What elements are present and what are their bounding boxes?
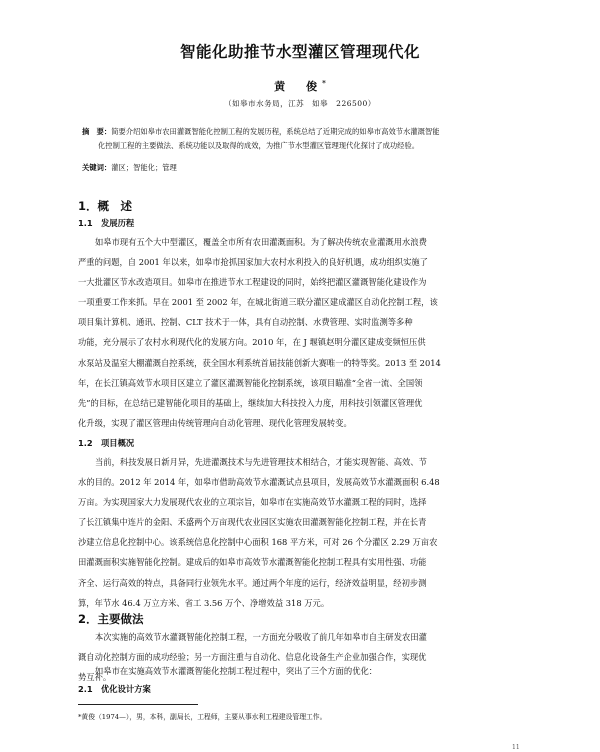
- affiliation: （如皋市水务局，江苏 如皋 226500）: [224, 99, 376, 108]
- text-line: 如皋市在实施高效节水灌溉智能化控制工程过程中，突出了三个方面的优化：: [95, 666, 378, 676]
- text-line: 算，年节水 46.4 万立方米、省工 3.56 万个、净增效益 318 万元。: [78, 597, 330, 608]
- subsection-heading-2-1: 2.1 优化设计方案: [78, 684, 151, 694]
- author-footnote: *黄俊（1974—），男，本科，副局长，工程师，主要从事水利工程建设管理工作。: [78, 713, 327, 721]
- keywords: [82, 163, 540, 173]
- paragraph-optimization-intro: [78, 661, 532, 681]
- text-line: 势互补。: [78, 672, 112, 683]
- text-line: 如皋市现有五个大中型灌区，覆盖全市所有农田灌溉面积。为了解决传统农业灌溉用水浪费: [95, 237, 427, 247]
- paragraph-development-history: [78, 232, 532, 433]
- author-line: [0, 78, 600, 94]
- subsection-heading-1-1: 1.1 发展历程: [78, 218, 135, 228]
- section-heading-2: 2．主要做法: [78, 612, 144, 626]
- text-line: 万亩。为实现国家大力发展现代农业的立项宗旨，如皋市在实施高效节水灌溉工程的同时，选择: [78, 497, 427, 508]
- text-line: 先”的目标，在总结已建智能化项目的基础上，继续加大科技投入力度，用科技引领灌区管理优: [78, 397, 423, 408]
- text-line: 水的目的。2012 年 2014 年，如皋市借助高效节水灌溉试点县项目，发展高效节水灌溉面积 6.48: [78, 477, 440, 488]
- text-line: 功能，充分展示了农村水利现代化的发展方向。2010 年，在 J 堰镇赵明分灌区建成变频恒压供: [78, 337, 426, 348]
- text-line: 水泵站及温室大棚灌溉自控系统，获全国水利系统首届技能创新大赛唯一的特等奖。2013 至 2014: [78, 357, 441, 368]
- text-line: 了长江镇集中连片的金阳、禾盛两个万亩现代农业园区实施农田灌溉智能化控制工程，并在长青: [78, 517, 427, 528]
- text-line: 一大批灌区节水改造项目。如皋市在推进节水工程建设的同时，始终把灌区灌溉智能化建设作为: [78, 277, 427, 288]
- abstract-label: 摘 要：: [82, 127, 112, 136]
- text-line: 年，在长江镇高效节水项目区建立了灌区灌溉智能化控制系统，该项目瞄准“全省一流、全国领: [78, 377, 423, 388]
- page-corner-mark: 11: [512, 744, 520, 751]
- author-name: 黄 俊: [274, 80, 323, 93]
- text-line: 沙建立信息化控制中心。该系统信息化控制中心面积 168 平方米，可对 26 个分灌区 2.29 万亩农: [78, 537, 438, 548]
- abstract: [82, 125, 540, 153]
- text-line: 当前，科技发展日新月异，先进灌溉技术与先进管理技术相结合，才能实现智能、高效、节: [95, 457, 427, 467]
- keywords-text: 灌区；智能化；管理: [111, 163, 177, 172]
- text-line: 齐全、运行高效的特点，具备同行业领先水平。通过两个年度的运行，经济效益明显，经初步测: [78, 577, 427, 588]
- abstract-line-1: 简要介绍如皋市农田灌溉智能化控制工程的发展历程，系统总结了近期完成的如皋市高效节水灌溉智能: [111, 127, 440, 136]
- text-line: 严重的问题，自 2001 年以来，如皋市抢抓国家加大农村水利投入的良好机遇，成功组织实施了: [78, 257, 428, 268]
- text-line: 本次实施的高效节水灌溉智能化控制工程，一方面充分吸收了前几年如皋市自主研发农田灌: [95, 632, 427, 642]
- text-line: 项目集计算机、通讯、控制、CLT 技术于一体，具有自动控制、水费管理、实时监测等多种: [78, 317, 413, 328]
- footnote-divider: [78, 704, 198, 705]
- abstract-line-2: 化控制工程的主要做法、系统功能以及取得的成效，为推广节水型灌区管理现代化探讨了成功经验。: [98, 141, 420, 150]
- subsection-heading-1-2: 1.2 项目概况: [78, 438, 135, 448]
- text-line: 一项重要工作来抓。早在 2001 至 2002 年，在城北街道三联分灌区建成灌区自动化控制工程，该: [78, 297, 438, 308]
- section-heading-1: 1．概 述: [78, 199, 133, 213]
- paragraph-project-overview: [78, 452, 532, 613]
- keywords-label: 关键词：: [82, 163, 112, 172]
- text-line: 溉自动化控制方面的成功经验；另一方面注重与自动化、信息化设备生产企业加强合作，实现优: [78, 652, 427, 663]
- text-line: 化升级，实现了灌区管理由传统管理向自动化管理、现代化管理发展转变。: [78, 417, 352, 428]
- text-line: 田灌溉面积实施智能化控制。建成后的如皋市高效节水灌溉智能化控制工程具有实用性强、功能: [78, 557, 427, 568]
- author-footnote-mark: *: [322, 78, 326, 88]
- paper-title: 智能化助推节水型灌区管理现代化: [179, 43, 420, 61]
